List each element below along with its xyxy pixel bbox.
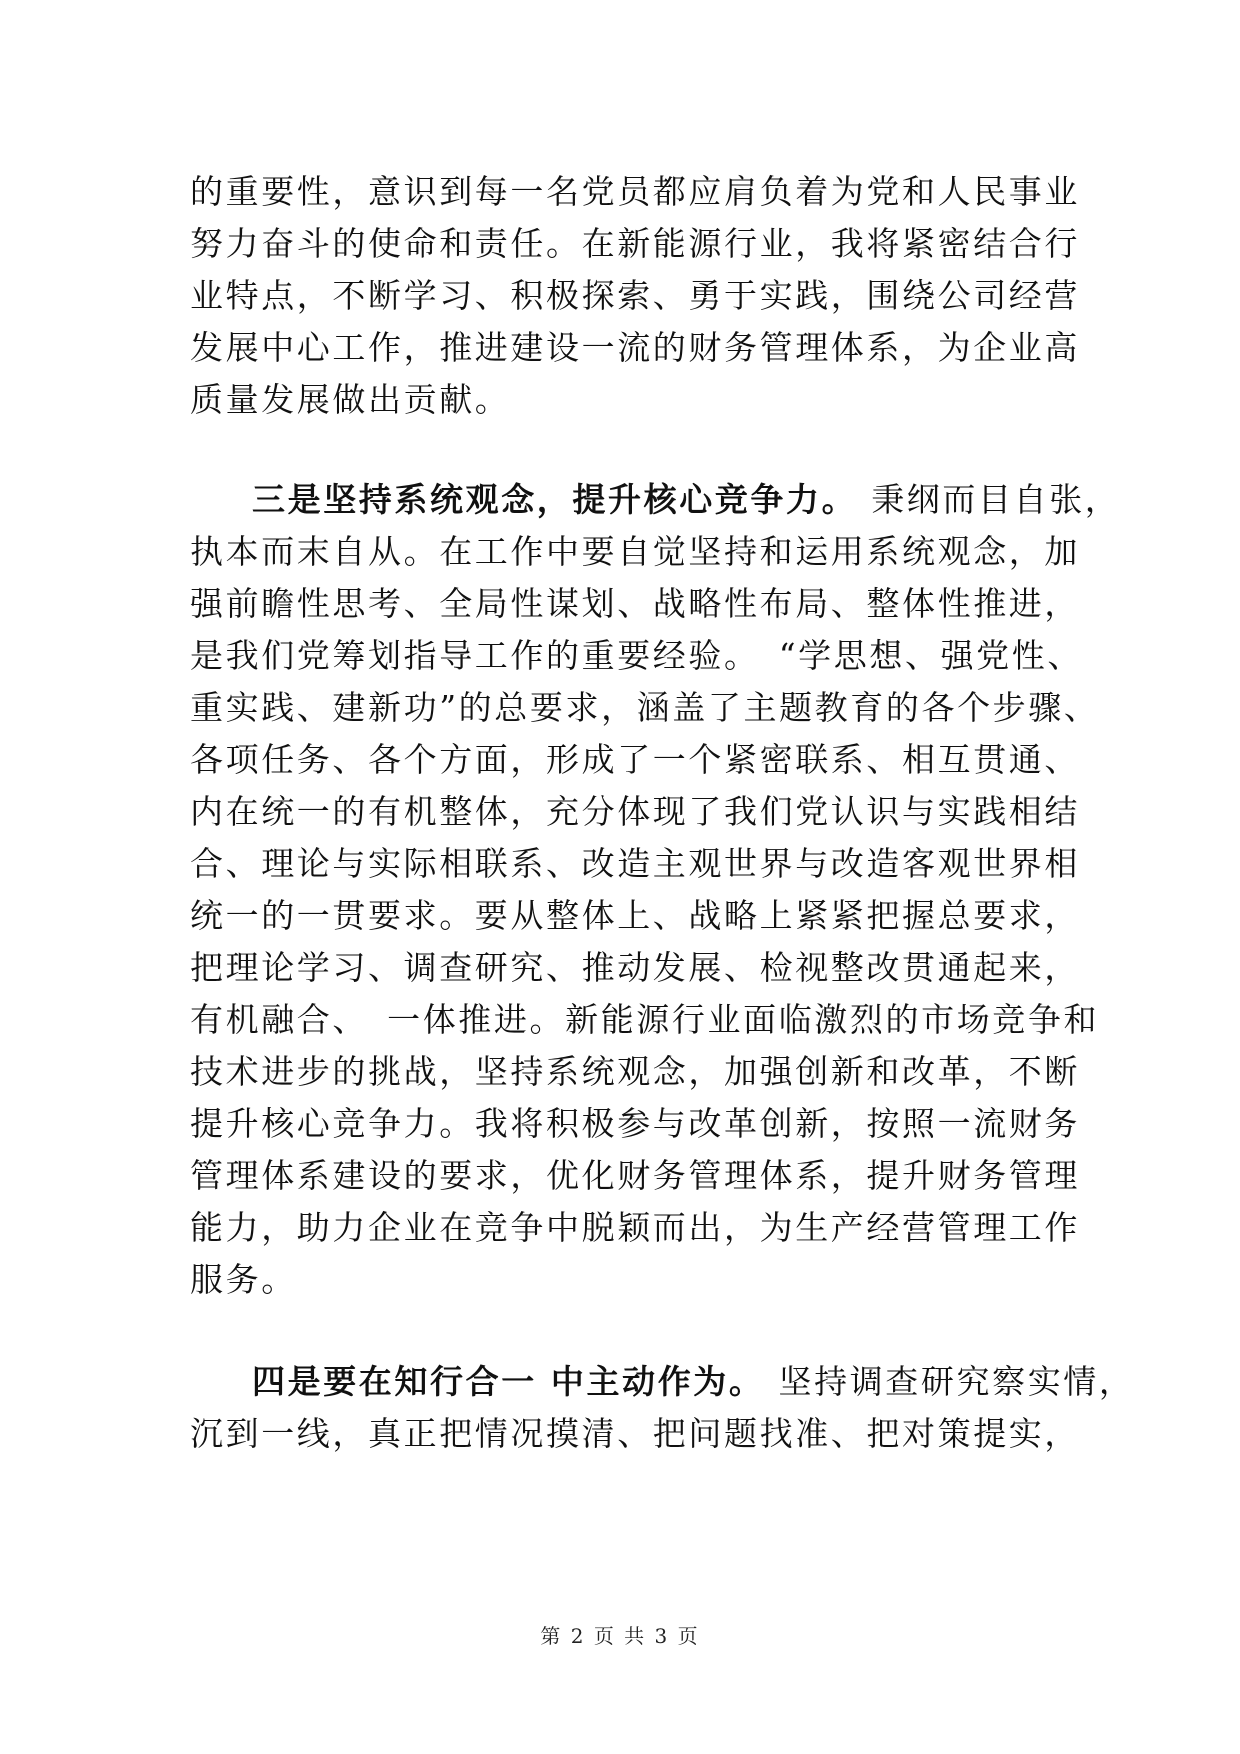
body-line-17: 提升核心竞争力。我将积极参与改革创新，按照一流财务 [190, 1104, 1080, 1143]
body-line-16: 技术进步的挑战，坚持系统观念，加强创新和改革，不断 [190, 1052, 1080, 1091]
heading-3-rest: 秉纲而目自张， [871, 480, 1121, 519]
body-line-12: 合、理论与实际相联系、改造主观世界与改造客观世界相 [190, 844, 1080, 883]
body-line-1: 的重要性，意识到每一名党员都应肩负着为党和人民事业 [190, 172, 1080, 211]
body-line-8: 是我们党筹划指导工作的重要经验。 “学思想、强党性、 [190, 636, 1083, 675]
body-line-18: 管理体系建设的要求，优化财务管理体系，提升财务管理 [190, 1156, 1080, 1195]
paragraph-4-first-line [252, 1362, 1135, 1406]
paragraph-3-first-line [252, 480, 1120, 524]
body-line-9: 重实践、建新功”的总要求，涵盖了主题教育的各个步骤、 [190, 688, 1100, 727]
body-line-15: 有机融合、 一体推进。新能源行业面临激烈的市场竞争和 [190, 1000, 1100, 1039]
heading-4-rest: 坚持调查研究察实情， [778, 1362, 1135, 1401]
body-line-2: 努力奋斗的使命和责任。在新能源行业，我将紧密结合行 [190, 224, 1080, 263]
body-line-5: 质量发展做出贡献。 [190, 380, 511, 419]
body-line-20: 服务。 [190, 1260, 297, 1299]
heading-3: 三是坚持系统观念，提升核心竞争力。 [252, 480, 858, 519]
page-number-footer: 第 2 页 共 3 页 [540, 1624, 700, 1648]
body-line-7: 强前瞻性思考、全局性谋划、战略性布局、整体性推进， [190, 584, 1080, 623]
body-line-6: 执本而末自从。在工作中要自觉坚持和运用系统观念，加 [190, 532, 1080, 571]
body-line-13: 统一的一贯要求。要从整体上、战略上紧紧把握总要求， [190, 896, 1080, 935]
body-line-21: 沉到一线，真正把情况摸清、把问题找准、把对策提实， [190, 1414, 1080, 1453]
body-line-14: 把理论学习、调查研究、推动发展、检视整改贯通起来， [190, 948, 1080, 987]
body-line-3: 业特点，不断学习、积极探索、勇于实践，围绕公司经营 [190, 276, 1080, 315]
body-line-19: 能力，助力企业在竞争中脱颖而出，为生产经营管理工作 [190, 1208, 1080, 1247]
heading-4: 四是要在知行合一 中主动作为。 [252, 1362, 765, 1401]
body-line-4: 发展中心工作，推进建设一流的财务管理体系，为企业高 [190, 328, 1080, 367]
body-line-11: 内在统一的有机整体，充分体现了我们党认识与实践相结 [190, 792, 1080, 831]
body-line-10: 各项任务、各个方面，形成了一个紧密联系、相互贯通、 [190, 740, 1080, 779]
